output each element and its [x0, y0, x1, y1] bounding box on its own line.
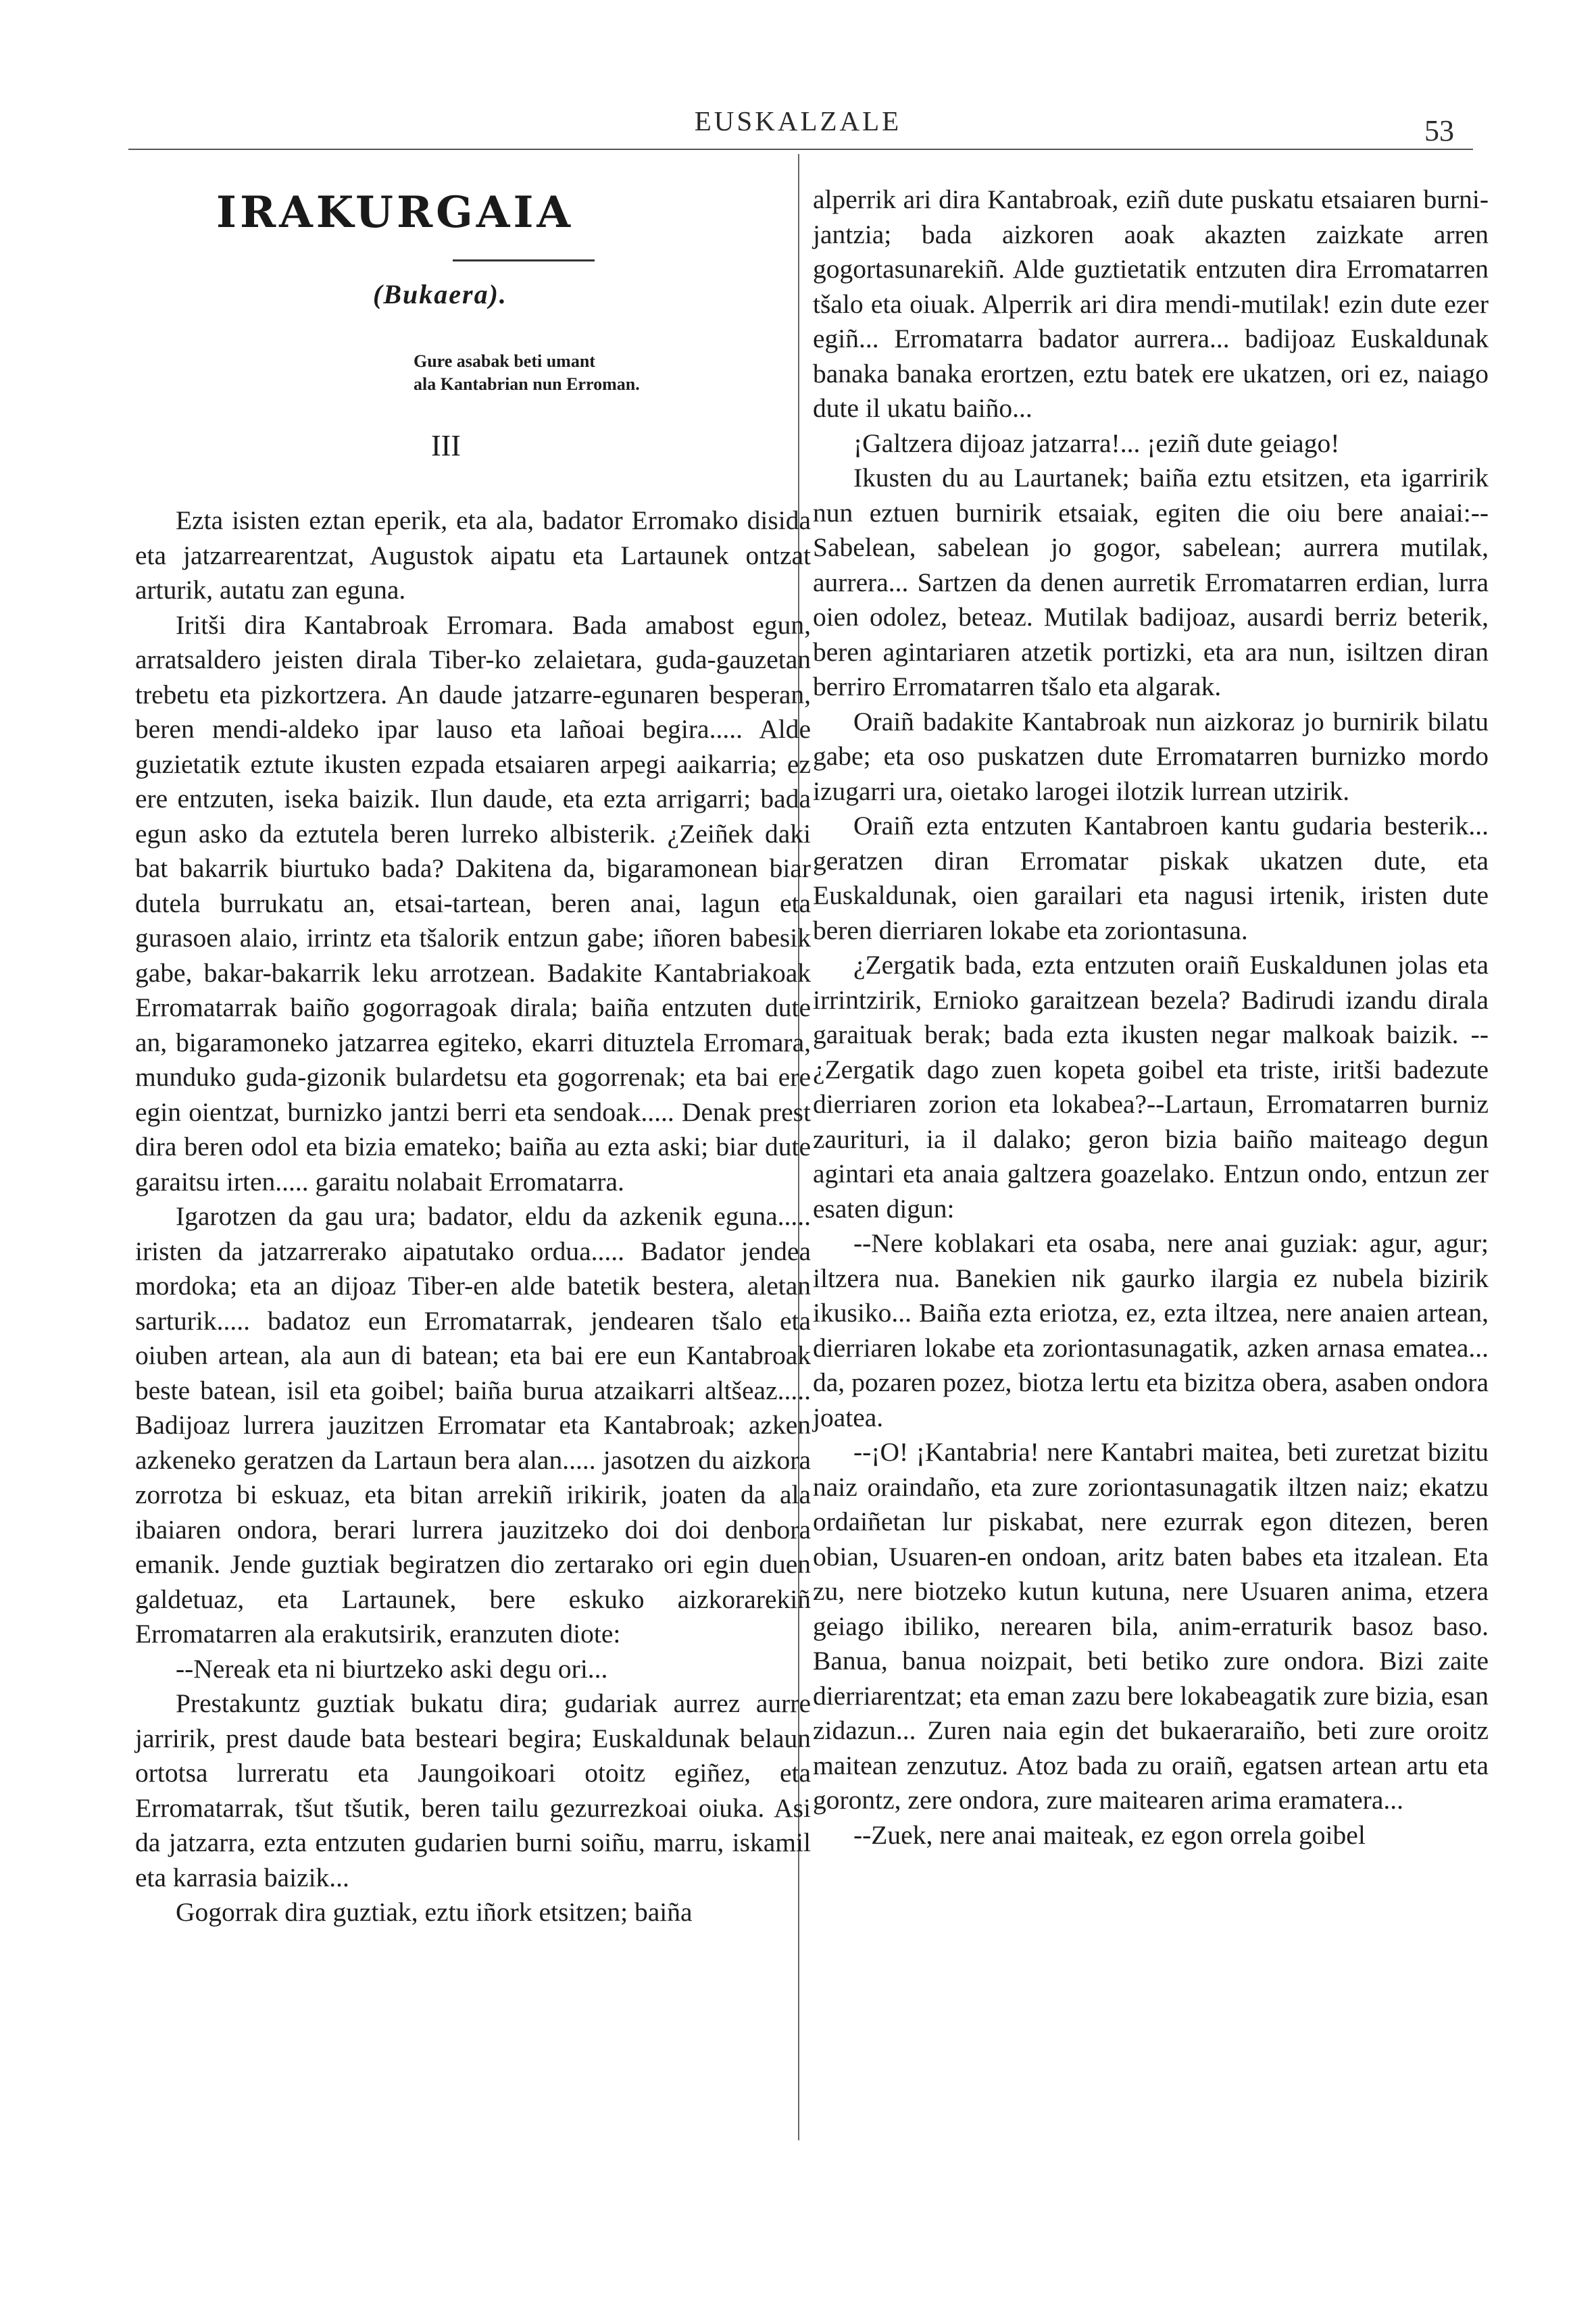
- paragraph: --Nereak eta ni biurtzeko aski degu ori...: [176, 1653, 608, 1684]
- epigraph-line: Gure asabak beti umant: [414, 351, 595, 371]
- epigraph: [414, 350, 640, 396]
- article-subtitle: (Bukaera).: [373, 279, 507, 309]
- title-rule: [453, 259, 595, 261]
- left-column: [135, 503, 811, 1930]
- paragraph: --¡O! ¡Kantabria! nere Kantabri maitea, beti zuretzat bizitu naiz oraindaño, eta zure zoriontasunagatik iltzen naiz; ekatzu ordaiñetan lur piskabat, nere ezurrak egon ditezen, beren obian, Usuaren-en ondoan, aritz baten babes eta itzalean. Eta zu, nere biotzeko kutun kutuna, nere Usuaren anima, etzera geiago ibiliko, nerearen bila, anim-erraturik basoz baso. Banua, banua noizpait, beti betiko zure ondora. Bizi zaite dierriarentzat; eta eman zazu bere lokabeagatik zure bizia, esan zidazun... Zuren naia egin det bukaeraraiño, beti zure oroitz maitean zenzutuz. Atoz bada zu oraiñ, egatsen artean artu eta gorontz, zere ondora, zure maitearen arima eramatera...: [813, 1437, 1489, 1815]
- article-title: IRAKURGAIA: [216, 187, 574, 238]
- paragraph: alperrik ari dira Kantabroak, eziñ dute puskatu etsaiaren burni-jantzia; bada aizkoren aoak akazten zaizkate arren gogortasunarekiñ. Alde guztietatik entzuten dira Erromatarren tšalo eta oiuak. Alperrik ari dira mendi-mutilak! ezin dute ezer egiñ... Erromatarra badator aurrera... badijoaz Euskaldunak banaka banaka erortzen, eztu batek ere ukatzen, ori ez, naiago dute il ukatu baiño...: [813, 184, 1489, 423]
- paragraph: ¡Galtzera dijoaz jatzarra!... ¡eziñ dute geiago!: [853, 428, 1340, 458]
- journal-title: EUSKALZALE: [694, 105, 902, 136]
- paragraph: ¿Zergatik bada, ezta entzuten oraiñ Euskaldunen jolas eta irrintzirik, Ernioko garaitzean bezela? Badirudi izandu dirala garaituak berak; bada ezta ikusten negar malkoak baizik. --¿Zergatik dago zuen kopeta goibel eta triste, iritši badezute dierriaren zorion eta lokabea?--Lartaun, Erromatarren burniz zaurituri, ia il dalako; geron bizia baiño maiteago degun agintari eta anaia galtzera goazelako. Entzun ondo, entzun zer esaten digun:: [813, 950, 1489, 1224]
- paragraph: Oraiñ ezta entzuten Kantabroen kantu gudaria besterik... geratzen diran Erromatar piskak ukatzen dute, eta Euskaldunak, oien garailari eta nagusi irtenik, iristen dute beren dierriaren lokabe eta zoriontasuna.: [813, 811, 1489, 945]
- page-number: 53: [1424, 114, 1454, 147]
- right-column: [813, 182, 1489, 1853]
- paragraph: Ezta isisten eztan eperik, eta ala, badator Erromako disida eta jatzarrearentzat, Augustok aipatu eta Lartaunek ontzat arturik, autatu zan eguna.: [135, 505, 811, 605]
- paragraph: Gogorrak dira guztiak, eztu iñork etsitzen; baiña: [176, 1897, 693, 1927]
- chapter-number: III: [431, 429, 461, 462]
- paragraph: --Nere koblakari eta osaba, nere anai guziak: agur, agur; iltzera nua. Banekien nik gaurko ilargia ez nubela bizirik ikusiko... Baiña ezta eriotza, ez, ezta iltzea, nere anaien artean, dierriaren lokabe eta zoriontasunagatik, azken arnasa ematea... da, pozaren pozez, biotza lertu eta bizitza obera, asaben ondora joatea.: [813, 1228, 1489, 1432]
- paragraph: Oraiñ badakite Kantabroak nun aizkoraz jo burnirik bilatu gabe; eta oso puskatzen dute Erromatarren burnizko mordo izugarri ura, oietako larogei ilotzik lurrean utzirik.: [813, 706, 1489, 806]
- epigraph-line: ala Kantabrian nun Erroman.: [414, 374, 640, 394]
- paragraph: Igarotzen da gau ura; badator, eldu da azkenik eguna..... iristen da jatzarrerako aipatutako ordua..... Badator jendea mordoka; eta an dijoaz Tiber-en alde batetik bestera, aletan sarturik..... badatoz eun Erromatarrak, jendearen tšalo eta oiuben artean, ala aun di batean; eta bai ere eun Kantabroak beste batean, isil eta goibel; baiña burua atzaikarri altšeaz..... Badijoaz lurrera jauzitzen Erromatar eta Kantabroak; azken azkeneko geratzen da Lartaun bera alan..... jasotzen du aizkora zorrotza bi eskuaz, eta bitan arrekiñ irikirik, joaten da ala ibaiaren ondora, berari lurrera jauzitzeko doi doi denbora emanik. Jende guztiak begiratzen dio zertarako ori egin duen galdetuaz, eta Lartaunek, bere eskuko aizkorarekiñ Erromatarren ala erakutsirik, eranzuten diote:: [135, 1201, 811, 1649]
- paragraph: Iritši dira Kantabroak Erromara. Bada amabost egun, arratsaldero jeisten dirala Tiber-ko zelaietara, guda-gauzetan trebetu eta pizkortzera. An daude jatzarre-egunaren besperan, beren mendi-aldeko ipar lauso eta lañoai begira..... Alde guzietatik eztute ikusten ezpada etsaiaren arpegi aaikarria; ez ere entzuten, iseka baizik. Ilun daude, eta ezta arrigarri; bada egun asko da eztutela beren lurreko albisterik. ¿Zeiñek daki bat bakarrik biurtuko bada? Dakitena da, bigaramonean biar dutela burrukatu an, etsai-tartean, beren anai, lagun eta gurasoen alaio, irrintz eta tšalorik entzun gabe; iñoren babesik gabe, bakar-bakarrik leku arrotzean. Badakite Kantabriakoak Erromatarrak baiño gogorragoak dirala; baiña entzuten dute an, bigaramoneko jatzarrea egiteko, ekarri dituztela Erromara, munduko guda-gizonik bulardetsu eta gogorrenak; eta bai ere egin oientzat, burnizko jantzi berri eta sendoak..... Denak prest dira beren odol eta bizia emateko; baiña au ezta aski; biar dute garaitsu irten..... garaitu nolabait Erromatarra.: [135, 609, 811, 1197]
- header-rule: [128, 149, 1473, 150]
- paragraph: Prestakuntz guztiak bukatu dira; gudariak aurrez aurre jarririk, prest daude bata besteari begira; Euskaldunak belaun ortotsa lurreratu eta Jaungoikoari otoitz egiñez, eta Erromatarrak, tšut tšutik, beren tailu gezurrezkoai oiuka. Asi da jatzarra, ezta entzuten gudarien burni soiñu, marru, iskamil eta karrasia baizik...: [135, 1688, 811, 1892]
- paragraph: Ikusten du au Laurtanek; baiña eztu etsitzen, eta igarririk nun eztuen burnirik etsaiak, egiten die oiu bere anaiai:--Sabelean, sabelean jo gogor, sabelean; aurrera mutilak, aurrera... Sartzen da denen aurretik Erromatarren erdian, lurra oien odolez, beteaz. Mutilak badijoaz, ausardi berriz beterik, beren agintariaren atzetik portizki, eta ara nun, isiltzen diran berriro Erromatarren tšalo eta algarak.: [813, 463, 1489, 701]
- paragraph: --Zuek, nere anai maiteak, ez egon orrela goibel: [853, 1819, 1366, 1850]
